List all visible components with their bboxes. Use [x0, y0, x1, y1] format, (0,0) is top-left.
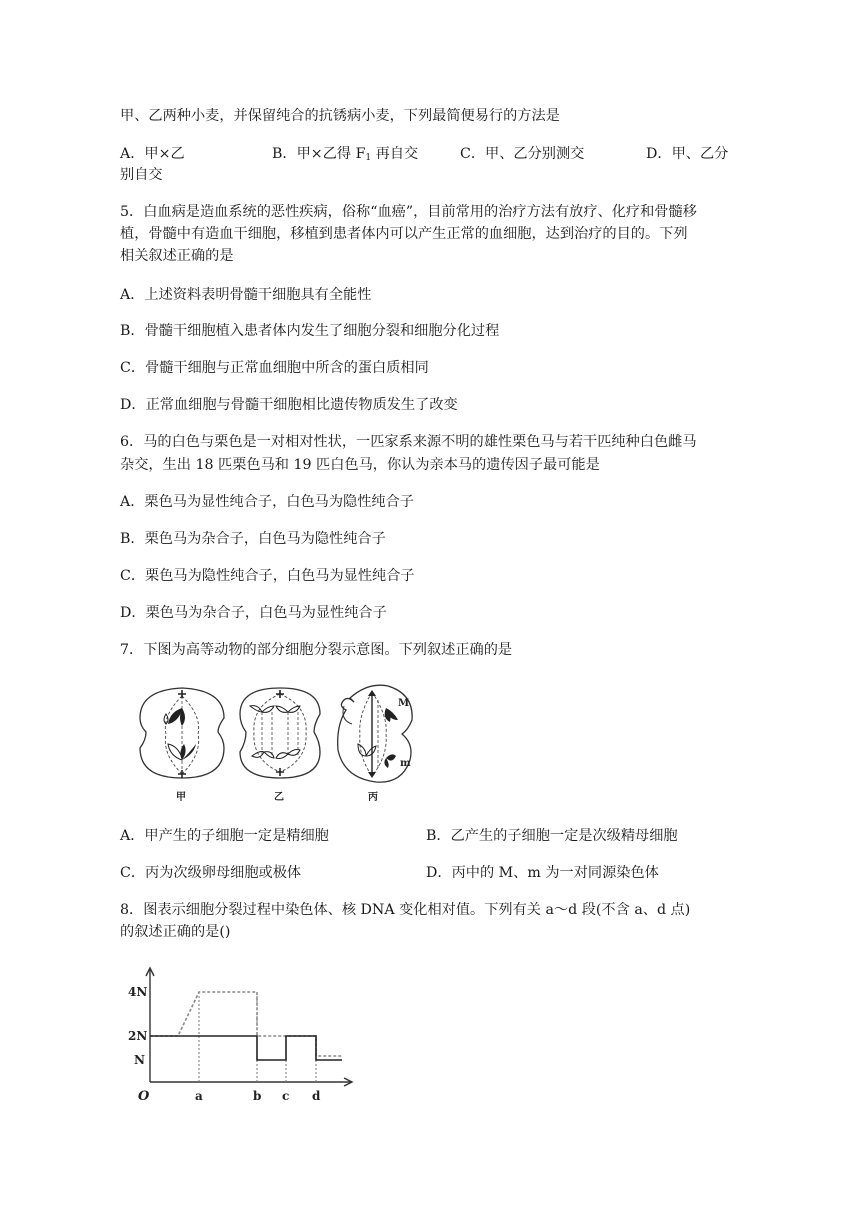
q7-option-a: A．甲产生的子细胞一定是精细胞	[120, 828, 329, 844]
q5-stem-line-2: 植，骨髓中有造血干细胞，移植到患者体内可以产生正常的血细胞，达到治疗的目的。下列	[120, 226, 688, 242]
cell-label-yi: 乙	[274, 792, 284, 803]
cell-yi	[240, 688, 320, 778]
q6-option-b: B．栗色马为杂合子，白色马为隐性纯合子	[120, 531, 386, 547]
q4-option-d: D．甲、乙分	[646, 146, 729, 162]
q5-stem-line-3: 相关叙述正确的是	[120, 248, 234, 264]
series-chromosome-solid	[150, 1036, 342, 1060]
q5-option-c: C．骨髓干细胞与正常血细胞中所含的蛋白质相同	[120, 360, 429, 376]
q5-option-b: B．骨髓干细胞植入患者体内发生了细胞分裂和细胞分化过程	[120, 323, 500, 339]
y-tick-N: N	[134, 1053, 145, 1067]
chromosome-label-M: M	[398, 698, 410, 709]
dna-chromosome-chart	[120, 960, 360, 1110]
q6-option-c: C．栗色马为隐性纯合子，白色马为显性纯合子	[120, 568, 415, 584]
q6-stem-line-1: 6．马的白色与栗色是一对相对性状，一匹家系来源不明的雄性栗色马与若干匹纯种白色雌马	[120, 434, 697, 450]
y-tick-2N: 2N	[128, 1029, 148, 1043]
x-tick-c: c	[282, 1089, 290, 1103]
q4-option-c: C．甲、乙分别测交	[460, 146, 585, 162]
x-tick-b: b	[253, 1089, 262, 1103]
q4-option-d-wrap: 别自交	[120, 167, 163, 183]
origin-label: O	[138, 1089, 150, 1104]
chromosome-label-m: m	[400, 758, 411, 769]
q7-stem: 7．下图为高等动物的部分细胞分裂示意图。下列叙述正确的是	[120, 642, 513, 658]
q8-stem-line-2: 的叙述正确的是()	[120, 924, 231, 940]
q8-stem-line-1: 8．图表示细胞分裂过程中染色体、核 DNA 变化相对值。下列有关 a～d 段(不含 a、d 点)	[120, 902, 691, 918]
y-tick-4N: 4N	[128, 985, 148, 999]
q6-option-d: D．栗色马为杂合子，白色马为显性纯合子	[120, 605, 387, 621]
q4-stem: 甲、乙两种小麦，并保留纯合的抗锈病小麦，下列最简便易行的方法是	[120, 108, 560, 124]
x-tick-d: d	[312, 1089, 321, 1103]
q4-option-b: B．甲×乙得 $F_1$ 再自交	[272, 146, 419, 163]
x-tick-a: a	[195, 1089, 203, 1103]
q6-option-a: A．栗色马为显性纯合子，白色马为隐性纯合子	[120, 494, 414, 510]
cell-bing	[338, 685, 412, 782]
cell-division-figure	[132, 676, 432, 806]
q7-option-c: C．丙为次级卵母细胞或极体	[120, 865, 302, 881]
cell-jia	[140, 688, 224, 778]
q6-stem-line-2: 杂交，生出 18 匹栗色马和 19 匹白色马，你认为亲本马的遗传因子最可能是	[120, 457, 600, 473]
q5-stem-line-1: 5．白血病是造血系统的恶性疾病，俗称“血癌”，目前常用的治疗方法有放疗、化疗和骨髓移	[120, 204, 697, 220]
series-dna-dashed	[150, 992, 342, 1056]
q7-option-d: D．丙中的 M、m 为一对同源染色体	[426, 865, 659, 881]
q4-option-a: A．甲×乙	[120, 146, 185, 162]
q5-option-d: D．正常血细胞与骨髓干细胞相比遗传物质发生了改变	[120, 397, 458, 413]
cell-label-bing: 丙	[368, 792, 378, 803]
q5-option-a: A．上述资料表明骨髓干细胞具有全能性	[120, 287, 372, 303]
cell-label-jia: 甲	[176, 792, 186, 803]
q7-option-b: B．乙产生的子细胞一定是次级精母细胞	[426, 828, 678, 844]
